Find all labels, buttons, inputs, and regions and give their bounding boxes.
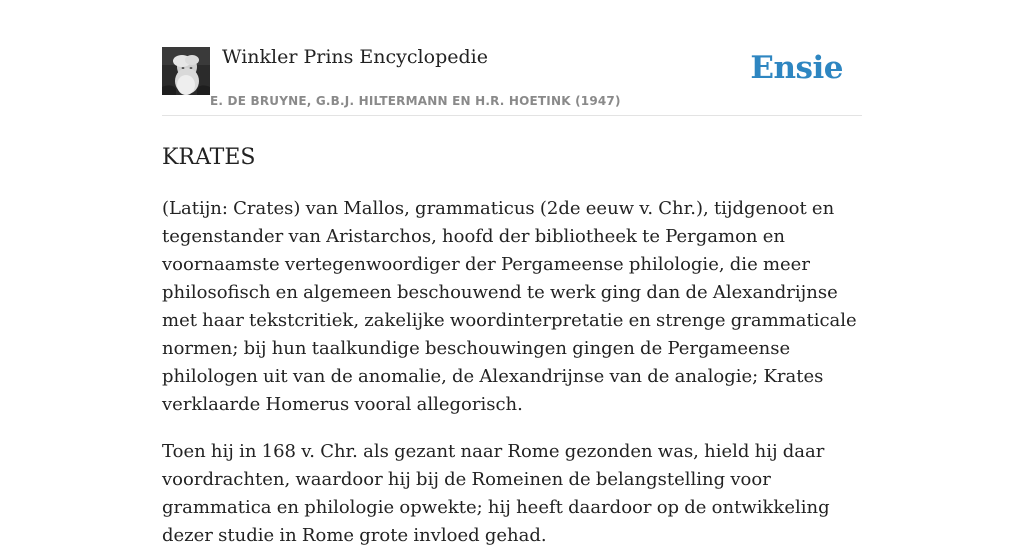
publication-title[interactable]: Winkler Prins Encyclopedie <box>222 46 488 68</box>
article-paragraph-2: Toen hij in 168 v. Chr. als gezant naar Rome gezonden was, hield hij daar voordrachten, waardoor hij bij de Romeinen de belangstelling voor grammatica en philologie opwekte; hij heeft daardoor op de ontwikkeling dezer studie in Rome grote invloed gehad. <box>162 441 830 546</box>
authors-line: E. DE BRUYNE, G.B.J. HILTERMANN EN H.R. HOETINK (1947) <box>210 94 621 108</box>
article-headword: KRATES <box>162 145 256 170</box>
content-column <box>162 0 862 550</box>
portrait-photo-icon <box>162 47 210 95</box>
author-avatar[interactable] <box>162 47 210 95</box>
site-logo[interactable]: Ensie <box>750 50 843 86</box>
publication-header <box>162 0 862 116</box>
article-paragraph-1: (Latijn: Crates) van Mallos, grammaticus (2de eeuw v. Chr.), tijdgenoot en tegenstander van Aristarchos, hoofd der bibliotheek te Pergamon en voornaamste vertegenwoordiger der Pergameense philologie, die meer philosofisch en algemeen beschouwend te werk ging dan de Alexandrijnse met haar tekstcritiek, zakelijke woordinterpretatie en strenge grammaticale normen; bij hun taalkundige beschouwingen gingen de Pergameense philologen uit van de anomalie, de Alexandrijnse van de analogie; Krates verklaarde Homerus vooral allegorisch. <box>162 198 857 415</box>
